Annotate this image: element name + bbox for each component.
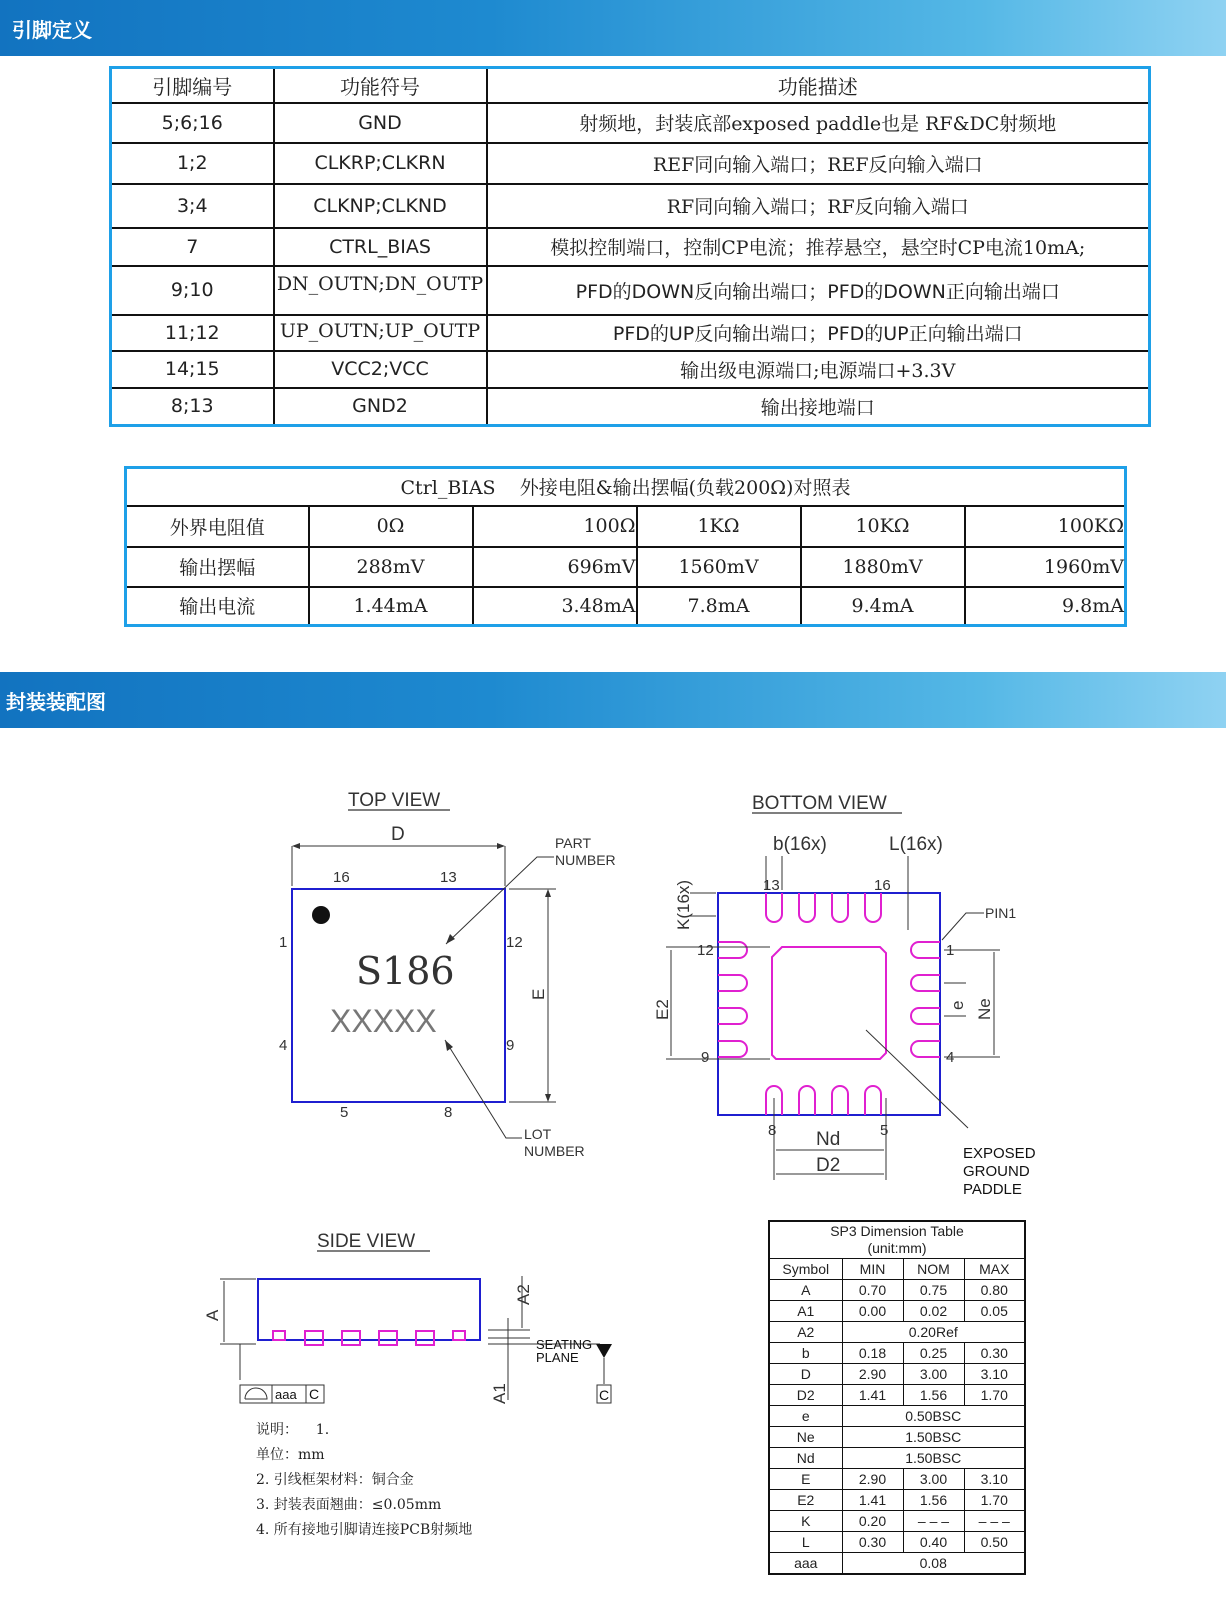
bias-table-title: Ctrl_BIAS 外接电阻&输出摆幅(负载200Ω)对照表 <box>126 468 1126 506</box>
dim-nom: 0.02 <box>903 1301 964 1322</box>
callout-label: LOT <box>524 1126 552 1142</box>
dim-max: 0.30 <box>964 1343 1025 1364</box>
paddle-callout: PADDLE <box>963 1181 1022 1198</box>
value-cell: 7.8mA <box>637 587 801 626</box>
value-cell: 10KΩ <box>801 506 965 547</box>
pin-label: 4 <box>946 1049 955 1066</box>
dim-nd: Nd <box>816 1129 841 1150</box>
row-label: 输出电流 <box>126 587 309 626</box>
pin-label: 1 <box>946 942 955 959</box>
dim-symbol: Nd <box>769 1448 842 1469</box>
value-cell: 1960mV <box>965 547 1126 587</box>
dim-max: – – – <box>964 1511 1025 1532</box>
tolerance-label: aaa <box>275 1387 297 1402</box>
section-title: 封装装配图 <box>6 690 106 714</box>
dim-symbol: D2 <box>769 1385 842 1406</box>
callout-label: NUMBER <box>555 852 616 868</box>
pin-desc-cell: 模拟控制端口，控制CP电流；推荐悬空，悬空时CP电流10mA; <box>487 228 1150 266</box>
dim-span: 0.50BSC <box>842 1406 1025 1427</box>
table-row <box>769 1364 1025 1385</box>
table-row <box>769 1406 1025 1427</box>
callout-label: NUMBER <box>524 1143 585 1159</box>
dim-max: 0.80 <box>964 1280 1025 1301</box>
callout-label: PART <box>555 835 592 851</box>
dim-nom: 0.75 <box>903 1280 964 1301</box>
dim-header: MIN <box>842 1259 903 1280</box>
pin-label: 13 <box>763 877 780 894</box>
paddle-callout: EXPOSED <box>963 1145 1036 1162</box>
dim-max: 3.10 <box>964 1364 1025 1385</box>
pin-number-cell: 3;4 <box>111 184 274 228</box>
top-view-title: TOP VIEW <box>348 790 441 811</box>
dim-symbol: b <box>769 1343 842 1364</box>
pin-number-cell: 8;13 <box>111 388 274 426</box>
dim-l: L(16x) <box>889 834 943 855</box>
dim-ne: Ne <box>975 998 994 1020</box>
pin-number-cell: 11;12 <box>111 315 274 351</box>
dim-nom: 1.56 <box>903 1490 964 1511</box>
dim-unit-text: (unit:mm) <box>867 1240 927 1256</box>
note-line: 4. 所有接地引脚请连接PCB射频地 <box>256 1522 473 1538</box>
header-function-symbol: 功能符号 <box>274 68 487 103</box>
dim-header: NOM <box>903 1259 964 1280</box>
lot-marking: XXXXX <box>330 1003 437 1039</box>
pin-desc-cell: 射频地，封装底部exposed paddle也是 RF&DC射频地 <box>487 103 1150 143</box>
dim-min: 0.18 <box>842 1343 903 1364</box>
value-cell: 100Ω <box>473 506 637 547</box>
pin-desc-cell: PFD的UP反向输出端口；PFD的UP正向输出端口 <box>487 315 1150 351</box>
dim-span: 0.20Ref <box>842 1322 1025 1343</box>
dim-min: 0.20 <box>842 1511 903 1532</box>
pin-number-cell: 14;15 <box>111 351 274 388</box>
dim-nom: 1.56 <box>903 1385 964 1406</box>
row-label: 输出摆幅 <box>126 547 309 587</box>
pin1-dot-icon <box>312 906 330 924</box>
dim-a2: A2 <box>514 1284 533 1305</box>
pin-label: 1 <box>279 934 288 951</box>
dim-title-text: SP3 Dimension Table <box>830 1223 964 1239</box>
pin-label: 5 <box>880 1122 889 1139</box>
seating-plane-label: PLANE <box>536 1350 579 1365</box>
value-cell: 0Ω <box>309 506 473 547</box>
value-cell: 1560mV <box>637 547 801 587</box>
pin-number-cell: 9;10 <box>111 266 274 315</box>
dim-d2: D2 <box>816 1155 841 1176</box>
dim-b: b(16x) <box>773 834 827 855</box>
table-row <box>769 1469 1025 1490</box>
dim-k: K(16x) <box>674 879 693 930</box>
pin-desc-cell: 输出级电源端口;电源端口+3.3V <box>487 351 1150 388</box>
seating-plane-label: SEATING <box>536 1337 593 1352</box>
side-view <box>203 1231 612 1404</box>
dim-nom: 0.25 <box>903 1343 964 1364</box>
dim-span: 1.50BSC <box>842 1427 1025 1448</box>
pin-symbol-cell: VCC2;VCC <box>274 351 487 388</box>
note-line: 说明： 1. <box>256 1422 330 1438</box>
dim-symbol: L <box>769 1532 842 1553</box>
dim-header: Symbol <box>769 1259 842 1280</box>
dim-symbol: E <box>769 1469 842 1490</box>
top-view <box>279 790 616 1159</box>
section-title: 引脚定义 <box>12 18 92 42</box>
pin-desc-cell: PFD的DOWN反向输出端口；PFD的DOWN正向输出端口 <box>487 266 1150 315</box>
exposed-paddle <box>772 947 886 1059</box>
table-row <box>769 1448 1025 1469</box>
table-row <box>769 1427 1025 1448</box>
dim-max: 0.05 <box>964 1301 1025 1322</box>
dim-min: 0.00 <box>842 1301 903 1322</box>
value-cell: 100KΩ <box>965 506 1126 547</box>
part-marking: S186 <box>356 949 455 993</box>
pin-number-cell: 5;6;16 <box>111 103 274 143</box>
dim-e2: E2 <box>653 999 672 1020</box>
dim-table-title <box>769 1221 1025 1259</box>
datum-label: C <box>599 1387 610 1403</box>
value-cell: 9.4mA <box>801 587 965 626</box>
pin-desc-cell: RF同向输入端口；RF反向输入端口 <box>487 184 1150 228</box>
dim-symbol: Ne <box>769 1427 842 1448</box>
side-view-outline <box>258 1279 480 1340</box>
dim-a: A <box>203 1309 222 1321</box>
table-row <box>769 1532 1025 1553</box>
dim-a1: A1 <box>490 1383 509 1404</box>
note-line: 2. 引线框架材料：铜合金 <box>256 1472 414 1488</box>
dim-max: 3.10 <box>964 1469 1025 1490</box>
dim-min: 0.70 <box>842 1280 903 1301</box>
header-function-description: 功能描述 <box>487 68 1150 103</box>
header-pin-number: 引脚编号 <box>111 68 274 103</box>
value-cell: 1.44mA <box>309 587 473 626</box>
paddle-callout: GROUND <box>963 1163 1030 1180</box>
dim-title-row <box>769 1221 1025 1259</box>
bottom-view <box>653 793 1036 1198</box>
note-line: 单位：mm <box>256 1447 325 1463</box>
dim-symbol: E2 <box>769 1490 842 1511</box>
dim-min: 2.90 <box>842 1469 903 1490</box>
dim-nom: 0.40 <box>903 1532 964 1553</box>
dim-max: 1.70 <box>964 1385 1025 1406</box>
value-cell: 9.8mA <box>1062 594 1124 617</box>
dim-span: 0.08 <box>842 1553 1025 1575</box>
bottom-view-outline <box>718 893 940 1115</box>
dim-span: 1.50BSC <box>842 1448 1025 1469</box>
table-row <box>769 1490 1025 1511</box>
table-row <box>769 1385 1025 1406</box>
table-row <box>769 1553 1025 1575</box>
dim-min: 0.30 <box>842 1532 903 1553</box>
pin1-callout: PIN1 <box>985 905 1017 921</box>
dim-max: 0.50 <box>964 1532 1025 1553</box>
dim-symbol: e <box>769 1406 842 1427</box>
pin-symbol-cell: GND <box>274 103 487 143</box>
pin-label: 8 <box>444 1104 453 1121</box>
dim-min: 2.90 <box>842 1364 903 1385</box>
dim-symbol: aaa <box>769 1553 842 1575</box>
pin-symbol-cell: UP_OUTN;UP_OUTP <box>274 315 487 351</box>
table-row <box>769 1301 1025 1322</box>
table-row <box>769 1343 1025 1364</box>
pin-label: 16 <box>333 869 350 886</box>
dim-symbol: A <box>769 1280 842 1301</box>
pin-label: 12 <box>506 934 523 951</box>
dim-e: E <box>529 988 548 1000</box>
pin-number-cell: 7 <box>111 228 274 266</box>
pin-number-cell: 1;2 <box>111 143 274 184</box>
pin-label: 5 <box>340 1104 349 1121</box>
dimension-table <box>768 1220 1026 1575</box>
value-cell: 3.48mA <box>473 587 637 626</box>
pin-label: 4 <box>279 1037 288 1054</box>
pin-desc-cell: REF同向输入端口；REF反向输入端口 <box>487 143 1150 184</box>
value-cell: 1880mV <box>801 547 965 587</box>
value-cell: 288mV <box>309 547 473 587</box>
dim-nom: 3.00 <box>903 1469 964 1490</box>
note-line: 3. 封装表面翘曲：≤0.05mm <box>256 1497 442 1513</box>
pin-label: 8 <box>768 1122 777 1139</box>
dim-symbol: K <box>769 1511 842 1532</box>
pin-symbol-cell: GND2 <box>274 388 487 426</box>
bottom-view-title: BOTTOM VIEW <box>752 793 887 814</box>
dim-min: 1.41 <box>842 1490 903 1511</box>
pin-symbol-cell: CTRL_BIAS <box>274 228 487 266</box>
datum-label: C <box>309 1386 320 1402</box>
pin-symbol-cell: CLKNP;CLKND <box>274 184 487 228</box>
pin-label: 9 <box>506 1037 515 1054</box>
value-cell: 696mV <box>473 547 637 587</box>
notes-block <box>256 1418 472 1543</box>
dim-header-row <box>769 1259 1025 1280</box>
dim-pitch-e: e <box>948 1000 967 1010</box>
dim-header: MAX <box>964 1259 1025 1280</box>
pin-label: 9 <box>701 1049 710 1066</box>
side-view-title: SIDE VIEW <box>317 1231 416 1252</box>
dim-max: 1.70 <box>964 1490 1025 1511</box>
table-row <box>769 1511 1025 1532</box>
dim-symbol: A2 <box>769 1322 842 1343</box>
dim-nom: – – – <box>903 1511 964 1532</box>
pin-symbol-cell: CLKRP;CLKRN <box>274 143 487 184</box>
pin-label: 12 <box>697 942 714 959</box>
datum-triangle-icon <box>596 1344 612 1358</box>
dim-d: D <box>391 824 405 845</box>
pin-desc-cell: 输出接地端口 <box>760 396 875 419</box>
value-cell: 1KΩ <box>637 506 801 547</box>
table-row <box>769 1280 1025 1301</box>
pin-label: 13 <box>440 869 457 886</box>
row-label: 外界电阻值 <box>126 506 309 547</box>
dim-symbol: A1 <box>769 1301 842 1322</box>
pin-label: 16 <box>874 877 891 894</box>
pin-symbol-cell: DN_OUTN;DN_OUTP <box>274 266 487 315</box>
dim-nom: 3.00 <box>903 1364 964 1385</box>
dim-symbol: D <box>769 1364 842 1385</box>
table-row <box>769 1322 1025 1343</box>
dim-min: 1.41 <box>842 1385 903 1406</box>
